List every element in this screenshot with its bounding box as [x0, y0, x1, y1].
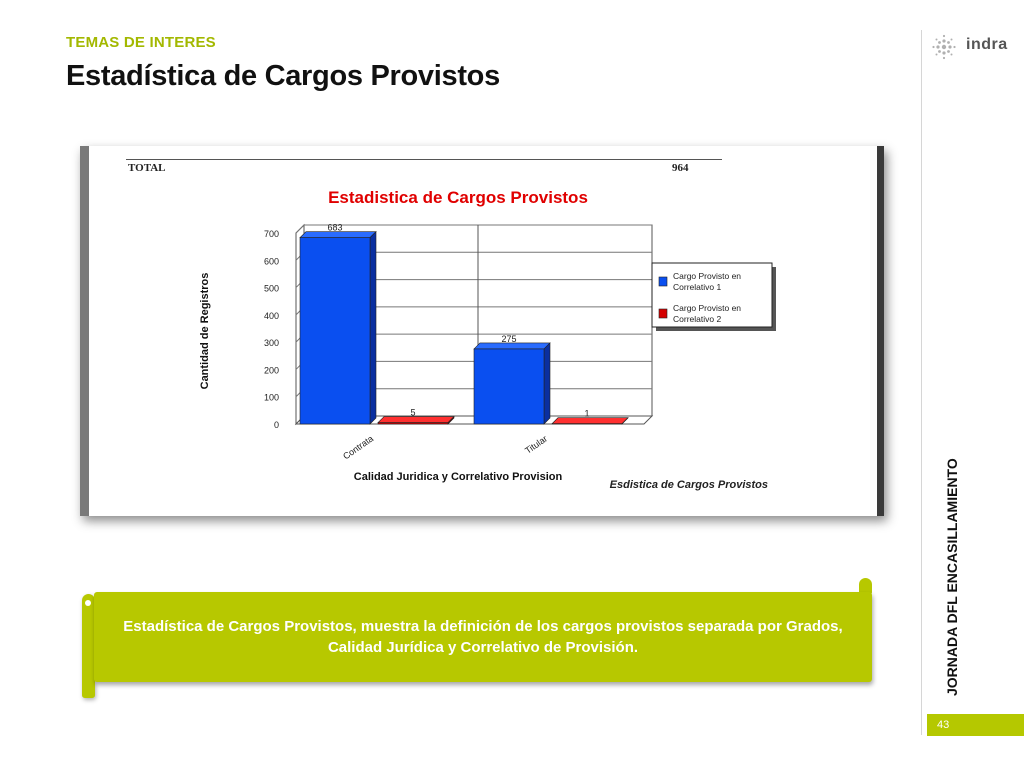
caption-box [94, 592, 872, 682]
section-label: TEMAS DE INTERES [66, 34, 216, 51]
bar-side [370, 232, 376, 424]
bar-top [378, 417, 454, 423]
legend-label-cont: Correlativo 2 [673, 314, 722, 324]
bar [474, 349, 544, 424]
chart-frame [80, 146, 884, 516]
bar-top [552, 418, 628, 424]
chart-footer: Esdistica de Cargos Provistos [609, 479, 768, 491]
legend-label: Cargo Provisto en [673, 303, 742, 313]
x-axis-label: Calidad Juridica y Correlativo Provision [353, 471, 563, 483]
y-tick-label: 200 [263, 365, 279, 376]
y-tick-label: 500 [263, 283, 279, 294]
divider [921, 30, 922, 735]
logo-text: indra [966, 36, 1008, 53]
bar-chart [80, 146, 884, 516]
page-number: 43 [927, 714, 1024, 736]
y-tick-label: 700 [263, 229, 279, 239]
bar [300, 238, 370, 424]
bar [378, 423, 448, 424]
bar-side [544, 343, 550, 424]
y-axis-label: Cantidad de Registros [199, 272, 211, 390]
bar-data-label: 683 [327, 222, 343, 233]
y-tick-label: 0 [273, 420, 279, 430]
legend-swatch [659, 277, 667, 286]
y-tick-label: 100 [263, 392, 279, 403]
page-title: Estadística de Cargos Provistos [66, 60, 500, 92]
chart-title: Estadistica de Cargos Provistos [328, 188, 588, 207]
bar-data-label: 5 [410, 407, 416, 418]
caption-text: Estadística de Cargos Provistos, muestra la definición de los cargos provistos separada por Grados, Calidad Jurídica y Correlativo de Provisión. [123, 618, 843, 656]
y-tick-label: 400 [263, 310, 279, 321]
legend-swatch [659, 309, 667, 318]
legend-label: Cargo Provisto en [673, 271, 742, 281]
y-tick-label: 600 [263, 256, 279, 267]
total-value: 964 [672, 162, 689, 174]
bar-data-label: 1 [584, 408, 590, 419]
y-tick-label: 300 [263, 338, 279, 349]
side-label: JORNADA DFL ENCASILLAMIENTO [944, 458, 960, 696]
x-tick-label: Contrata [341, 433, 376, 462]
total-label: TOTAL [128, 162, 166, 174]
bar-data-label: 275 [501, 333, 517, 344]
x-tick-label: Titular [523, 433, 550, 456]
legend-label-cont: Correlativo 1 [673, 282, 722, 292]
